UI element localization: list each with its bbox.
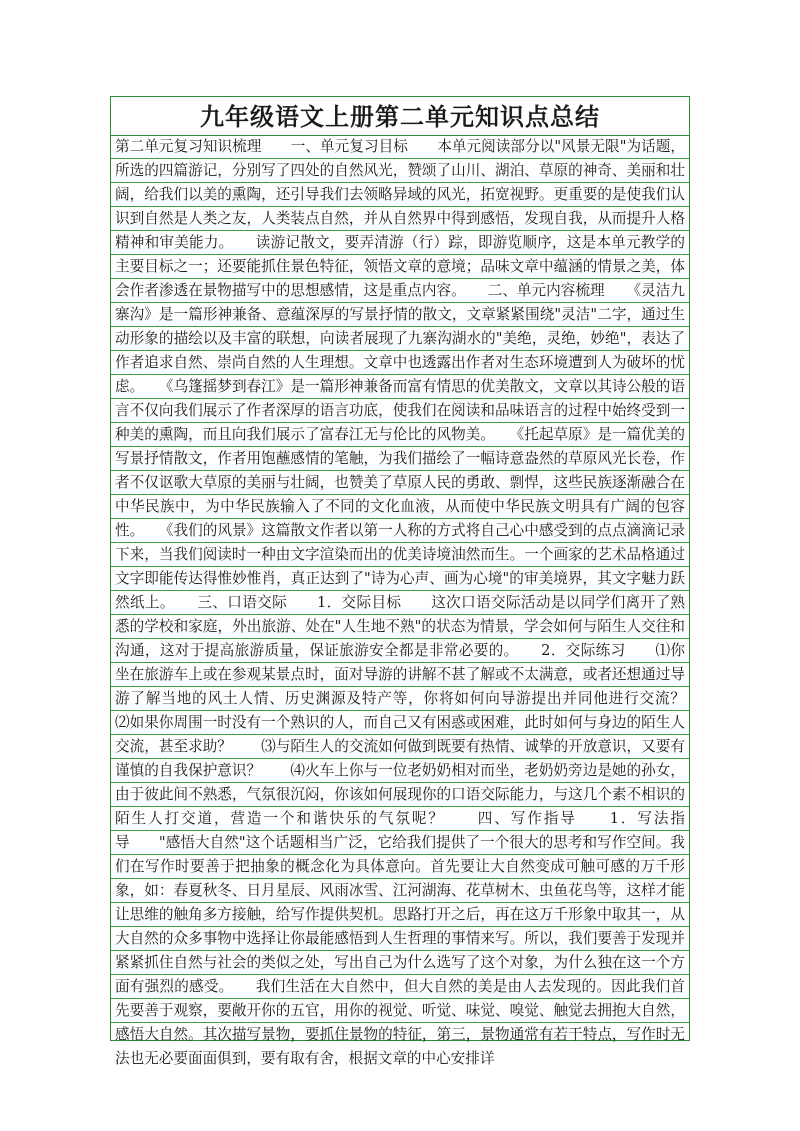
document-title: 九年级语文上册第二单元知识点总结 (111, 99, 689, 136)
body-paragraph: 第二单元复习知识梳理 一、单元复习目标 本单元阅读部分以"风景无限"为话题，所选的四篇游记，分别写了四处的自然风光，赞颂了山川、湖泊、草原的神奇、美丽和壮阔，给我们以美的熏陶，还引导我们去领略异域的风光，拓宽视野。更重要的是使我们认识到自然是人类之友，人类装点自然，并从自然界中得到感悟，发现自我，从而提升人格精神和审美能力。 读游记散文，要弄清游（行）踪，即游览顺序，这是本单元教学的主要目标之一；还要能抓住景色特征，领悟文章的意境；品味文章中蕴涵的情景之美，体会作者渗透在景物描写中的思想感情，这是重点内容。 二、单元内容梳理 《灵洁九寨沟》是一篇形神兼备、意蕴深厚的写景抒情的散文，文章紧紧围绕"灵洁"二字，通过生动形象的描绘以及丰富的联想，向读者展现了九寨沟湖水的"美绝，灵绝，妙绝"，表达了作者追求自然、崇尚自然的人生理想。文章中也透露出作者对生态环境遭到人为破坏的忧虑。 《乌篷摇梦到春江》是一篇形神兼备而富有情思的优美散文，文章以其诗公般的语言不仅向我们展示了作者深厚的语言功底，使我们在阅读和品味语言的过程中始终受到一种美的熏陶，而且向我们展示了富春江无与伦比的风物美。 《托起草原》是一篇优美的写景抒情散文，作者用饱蘸感情的笔触，为我们描绘了一幅诗意盎然的草原风光长卷，作者不仅讴歌大草原的美丽与壮阔，也赞美了草原人民的勇敢、剽悍，这些民族逐渐融合在中华民族中，为中华民族输入了不同的文化血液，从而使中华民族文明具有广阔的包容性。 《我们的风景》这篇散文作者以第一人称的方式将自己心中感受到的点点滴滴记录下来，当我们阅读时一种由文字渲染而出的优美诗境油然而生。一个画家的艺术品格通过文字即能传达得惟妙惟肖，真正达到了"诗为心声、画为心境"的审美境界，其文字魅力跃然纸上。 三、口语交际 1．交际目标 这次口语交际活动是以同学们离开了熟悉的学校和家庭，外出旅游、处在"人生地不熟"的状态为情景，学会如何与陌生人交往和沟通，这对于提高旅游质量，保证旅游安全都是非常必要的。 2．交际练习 ⑴你坐在旅游车上或在参观某景点时，面对导游的讲解不甚了解或不太满意，或者还想通过导游了解当地的风土人情、历史渊源及特产等，你将如何向导游提出并同他进行交流？ ⑵如果你周围一时没有一个熟识的人，而自己又有困惑或困难，此时如何与身边的陌生人交流，甚至求助？ ⑶与陌生人的交流如何做到既要有热情、诚挚的开放意识，又要有谨慎的自我保护意识？ ⑷火车上你与一位老奶奶相对而坐，老奶奶旁边是她的孙女，由于彼此间不熟悉，气氛很沉闷，你该如何展现你的口语交际能力，与这几个素不相识的陌生人打交道，营造一个和谐快乐的气氛呢？ 四、写作指导 1．写法指导 "感悟大自然"这个话题相当广泛，它给我们提供了一个很大的思考和写作空间。我们在写作时要善于把抽象的概念化为具体意向。首先要让大自然变成可触可感的万千形象，如：春夏秋冬、日月星辰、风雨冰雪、江河湖海、花草树木、虫鱼花鸟等，这样才能让思维的触角多方接触，给写作提供契机。思路打开之后，再在这万千形象中取其一，从大自然的众多事物中选择让你最能感悟到人生哲理的事情来写。所以，我们要善于发现并紧紧抓住自然与社会的类似之处，写出自己为什么选写了这个对象，为什么独在这一个方面有强烈的感受。 我们生活在大自然中，但大自然的美是由人去发现的。因此我们首先要善于观察，要敞开你的五官，用你的视觉、听觉、味觉、嗅觉、触觉去拥抱大自然，感悟大自然。其次描写景物，要抓住景物的特征，第三，景物通常有若干特点，写作时无法也无必要面面俱到，要有取有舍，根据文章的中心安排详 (115, 138, 715, 1067)
document-body (115, 135, 715, 1071)
document-page (110, 96, 715, 1067)
